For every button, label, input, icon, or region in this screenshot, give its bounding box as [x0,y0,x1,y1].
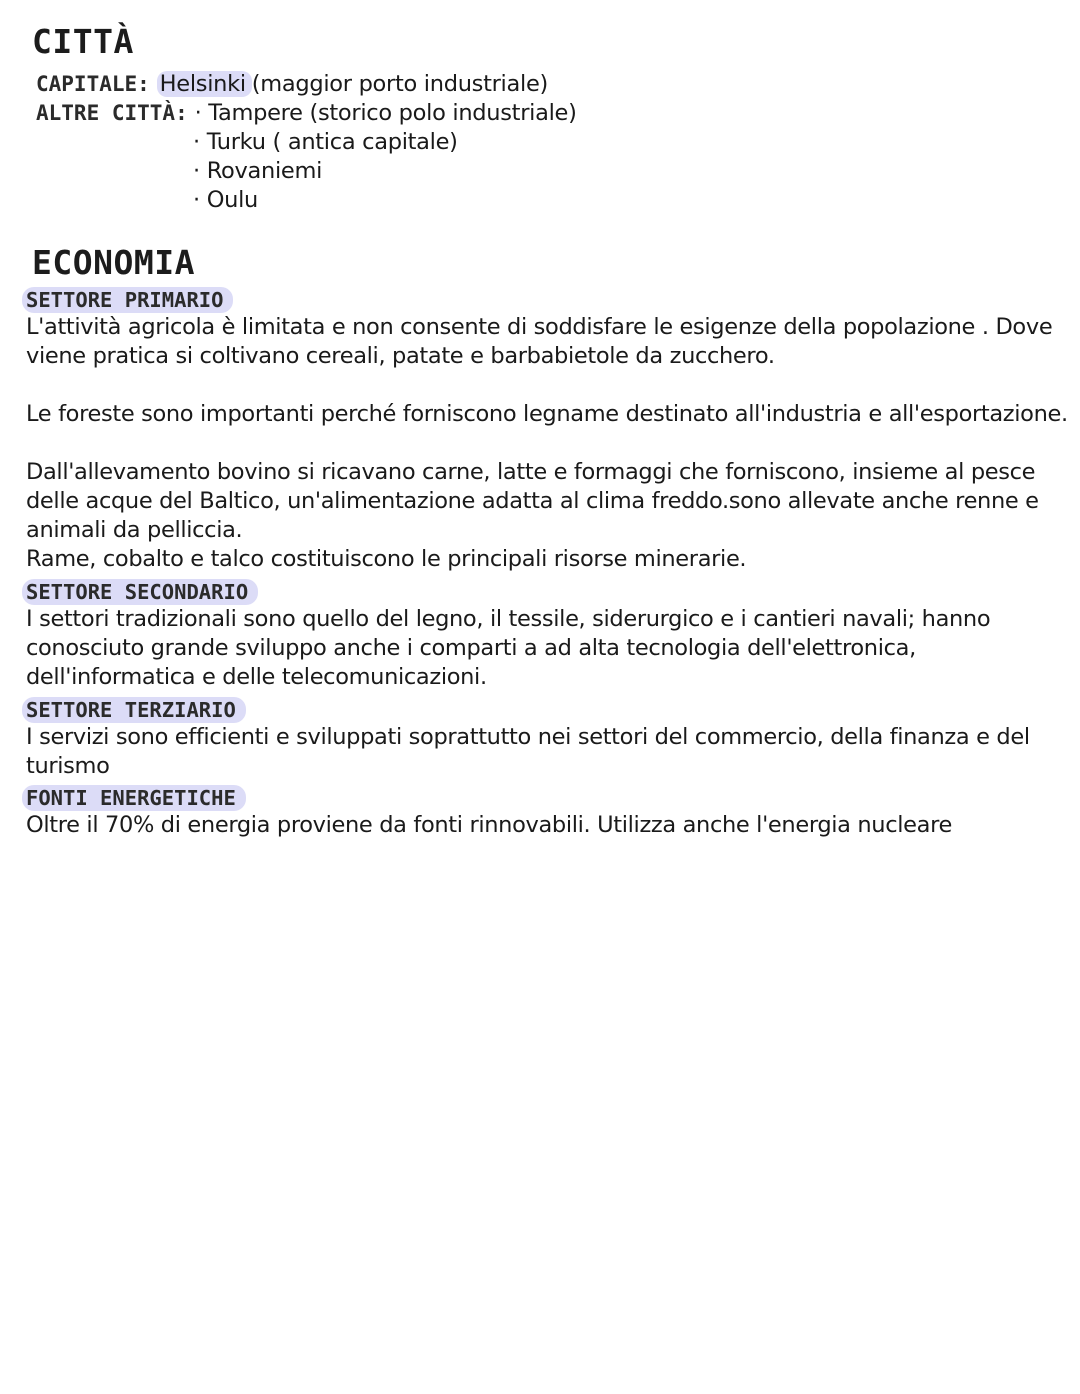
paragraph-primario-4: Rame, cobalto e talco costituiscono le principali risorse minerarie. [26,546,747,572]
altre-citta-label: ALTRE CITTÀ: [36,101,188,125]
paragraph-secondario: I settori tradizionali sono quello del legno, il tessile, siderurgico e i cantieri navali; hanno conosciuto grande sviluppo anche i comparti a ad alta tecnologia dell'elettronica, dell'informatica e delle telecomunicazioni. [26,606,991,690]
bullet: · [193,187,200,213]
altre-citta-item: Oulu [206,187,259,213]
capitale-name: Helsinki [157,71,252,97]
bullet: · [194,100,202,126]
heading-citta: CITTÀ [32,22,134,61]
paragraph-primario-3: Dall'allevamento bovino si ricavano carne, latte e formaggi che forniscono, insieme al pesce delle acque del Baltico, un'alimentazione adatta al clima freddo.sono allevate anche renne e animali da pelliccia. [26,459,1039,543]
paragraph-primario-2: Le foreste sono importanti perché forniscono legname destinato all'industria e all'esportazione. [26,401,1068,427]
paragraph-terziario: I servizi sono efficienti e sviluppati soprattutto nei settori del commercio, della finanza e del turismo [26,724,1030,779]
capitale-line [36,70,548,99]
altre-citta-line-3 [193,157,322,186]
altre-citta-line-2 [193,128,458,157]
section-heading-fonti: FONTI ENERGETICHE [22,785,246,811]
capitale-note: (maggior porto industriale) [251,71,548,97]
altre-citta-line-1 [36,99,577,128]
altre-citta-item: Turku ( antica capitale) [206,129,458,155]
capitale-label: CAPITALE: [36,72,150,96]
bullet: · [193,129,200,155]
section-heading-terziario: SETTORE TERZIARIO [22,697,246,723]
bullet: · [193,158,200,184]
altre-citta-item: Rovaniemi [206,158,323,184]
section-heading-secondario: SETTORE SECONDARIO [22,579,258,605]
altre-citta-item: Tampere (storico polo industriale) [208,100,577,126]
paragraph-primario-1: L'attività agricola è limitata e non consente di soddisfare le esigenze della popolazione . Dove viene pratica si coltivano cereali, patate e barbabietole da zucchero. [26,314,1053,369]
section-heading-primario: SETTORE PRIMARIO [22,287,233,313]
altre-citta-line-4 [193,186,258,215]
heading-economia: ECONOMIA [32,243,195,282]
paragraph-fonti: Oltre il 70% di energia proviene da fonti rinnovabili. Utilizza anche l'energia nucleare [26,812,952,838]
